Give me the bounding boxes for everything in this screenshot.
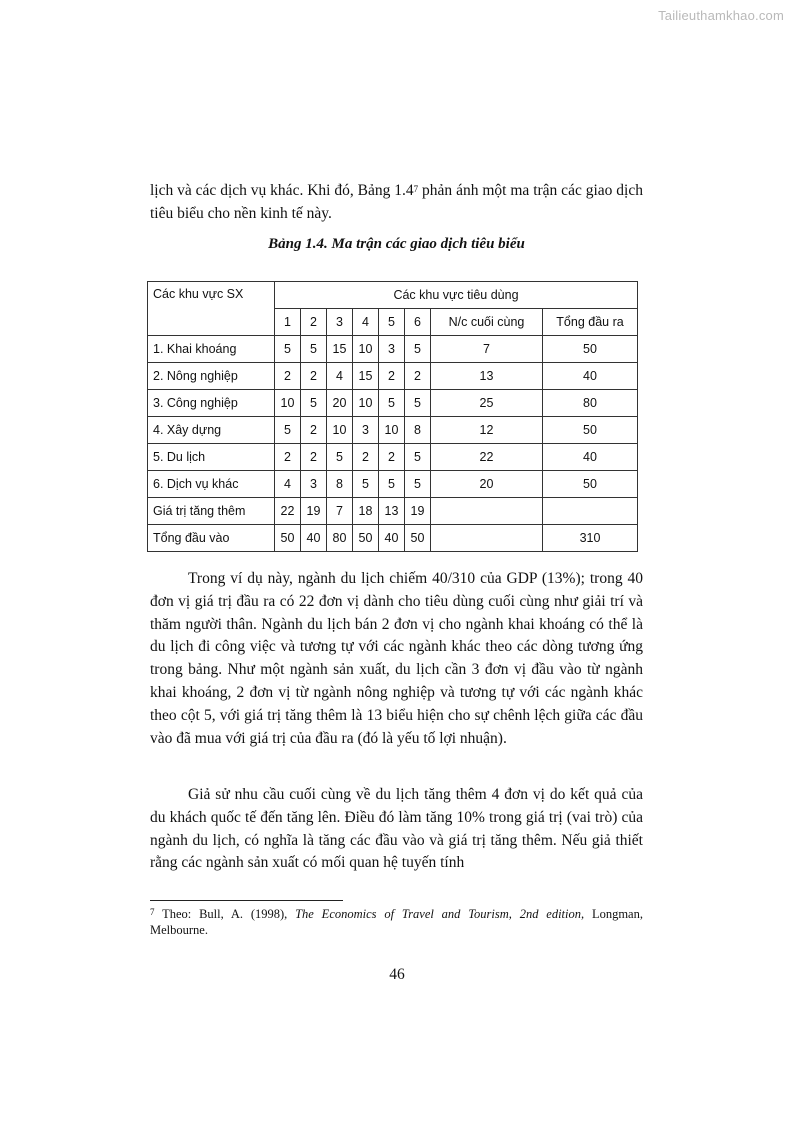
table-cell: 4 [275,471,301,498]
table-cell: 18 [353,498,379,525]
column-header-cell: Tổng đầu ra [543,309,638,336]
table-cell: 7 [431,336,543,363]
table-cell: 10 [327,417,353,444]
footnote [150,906,643,938]
table-cell: 8 [405,417,431,444]
watermark-text: Tailieuthamkhao.com [658,8,784,23]
table-cell: 5 [405,471,431,498]
table-cell: 19 [301,498,327,525]
table-row [148,390,638,417]
table-cell: 50 [543,417,638,444]
row-label-cell: 5. Du lịch [148,444,275,471]
table-cell: 13 [379,498,405,525]
table-cell: 5 [275,417,301,444]
row-label-cell: 1. Khai khoáng [148,336,275,363]
body-paragraph: Trong ví dụ này, ngành du lịch chiếm 40/310 của GDP (13%); trong 40 đơn vị giá trị đầu ra có 22 đơn vị dành cho tiêu dùng cuối cùng như giải trí và thăm người thân. Ngành du lịch bán 2 đơn vị cho ngành khai khoáng có thể là du lịch đi công việc và tương tự với các ngành khác theo các dòng tương ứng trong bảng. Như một ngành sản xuất, du lịch cần 3 đơn vị đầu vào từ ngành khai khoáng, 2 đơn vị từ ngành nông nghiệp và tương tự với các ngành khác theo cột 5, với giá trị tăng thêm là 13 biểu hiện cho sự chênh lệch giữa các đầu vào đã mua với giá trị của đầu ra (đó là yếu tố lợi nhuận). [150,570,643,747]
table-cell: 3 [353,417,379,444]
row-label-cell: 4. Xây dựng [148,417,275,444]
table-cell: 22 [275,498,301,525]
table-cell: 40 [301,525,327,552]
table-cell: 310 [543,525,638,552]
column-header-cell: 1 [275,309,301,336]
footnote-book-title: The Economics of Travel and Tourism, 2nd edition, [295,907,585,921]
table-cell: 25 [431,390,543,417]
row-label-cell: Tổng đầu vào [148,525,275,552]
table-cell: 12 [431,417,543,444]
intro-text-before: lịch và các dịch vụ khác. Khi đó, Bảng 1.4 [150,182,414,199]
table-cell: 80 [327,525,353,552]
table-row [148,471,638,498]
table-cell: 2 [379,363,405,390]
table-cell: 5 [405,336,431,363]
table-cell: 2 [301,417,327,444]
column-header-cell: 4 [353,309,379,336]
table-cell: 2 [353,444,379,471]
column-header-cell: 6 [405,309,431,336]
table-cell: 50 [543,336,638,363]
footnote-prefix: Theo: Bull, A. (1998), [154,907,296,921]
table-cell: 20 [431,471,543,498]
table-cell: 2 [275,444,301,471]
table-cell: 10 [379,417,405,444]
table-cell: 10 [353,336,379,363]
row-label-cell: 2. Nông nghiệp [148,363,275,390]
table-cell: 40 [543,444,638,471]
table-cell: 2 [301,444,327,471]
table-cell: 19 [405,498,431,525]
table-cell: 5 [405,390,431,417]
table-cell: 8 [327,471,353,498]
page-number: 46 [389,966,405,983]
column-header-cell: 2 [301,309,327,336]
table-row [148,498,638,525]
table-cell [431,498,543,525]
table-body [148,282,638,552]
table-cell: 5 [275,336,301,363]
group-header-cell: Các khu vực tiêu dùng [275,282,638,309]
table-cell: 5 [379,471,405,498]
table-cell: 10 [275,390,301,417]
table-cell: 4 [327,363,353,390]
table-row [148,417,638,444]
table-cell: 15 [353,363,379,390]
table-cell: 5 [405,444,431,471]
table-cell [543,498,638,525]
table-cell: 15 [327,336,353,363]
table-cell: 5 [301,336,327,363]
row-label-cell: 3. Công nghiệp [148,390,275,417]
table-cell: 2 [379,444,405,471]
table-cell: 13 [431,363,543,390]
column-header-cell: 5 [379,309,405,336]
table-row [148,363,638,390]
table-cell: 10 [353,390,379,417]
table-header-row [148,282,638,309]
table-cell: 5 [327,444,353,471]
table-cell: 3 [379,336,405,363]
table-cell [431,525,543,552]
table-cell: 2 [275,363,301,390]
table-cell: 40 [543,363,638,390]
column-header-cell: 3 [327,309,353,336]
table-row [148,336,638,363]
table-row [148,525,638,552]
footnote-reference[interactable]: 7 [413,184,419,194]
table-cell: 20 [327,390,353,417]
table-cell: 50 [405,525,431,552]
footnote-divider [150,900,343,901]
footnote-suffix: Longman, Melbourne. [150,907,643,937]
intro-paragraph [150,180,643,226]
table-caption: Bảng 1.4. Ma trận các giao dịch tiêu biểu [268,236,525,252]
table-cell: 5 [301,390,327,417]
table-cell: 50 [543,471,638,498]
table-cell: 5 [379,390,405,417]
table-cell: 5 [353,471,379,498]
transactions-matrix-table [147,281,638,552]
table-cell: 2 [301,363,327,390]
table-cell: 50 [275,525,301,552]
table-cell: 7 [327,498,353,525]
footnote-number: 7 [150,907,155,917]
table-cell: 80 [543,390,638,417]
body-paragraph: Giả sử nhu cầu cuối cùng về du lịch tăng thêm 4 đơn vị do kết quả của du khách quốc tế đến tăng lên. Điều đó làm tăng 10% trong giá trị (vai trò) của ngành du lịch, có nghĩa là tăng các đầu vào và giá trị tăng thêm. Nếu giả thiết rằng các ngành sản xuất có mối quan hệ tuyến tính [150,786,643,872]
column-header-cell: N/c cuối cùng [431,309,543,336]
table-cell: 50 [353,525,379,552]
row-label-cell: Giá trị tăng thêm [148,498,275,525]
table-cell: 40 [379,525,405,552]
corner-header-cell: Các khu vực SX [148,282,275,336]
table-row [148,444,638,471]
row-label-cell: 6. Dịch vụ khác [148,471,275,498]
table-cell: 2 [405,363,431,390]
table-cell: 22 [431,444,543,471]
table-cell: 3 [301,471,327,498]
intro-text-after: phản ánh một ma trận các giao dịch tiêu biểu cho nền kinh tế này. [150,182,643,222]
